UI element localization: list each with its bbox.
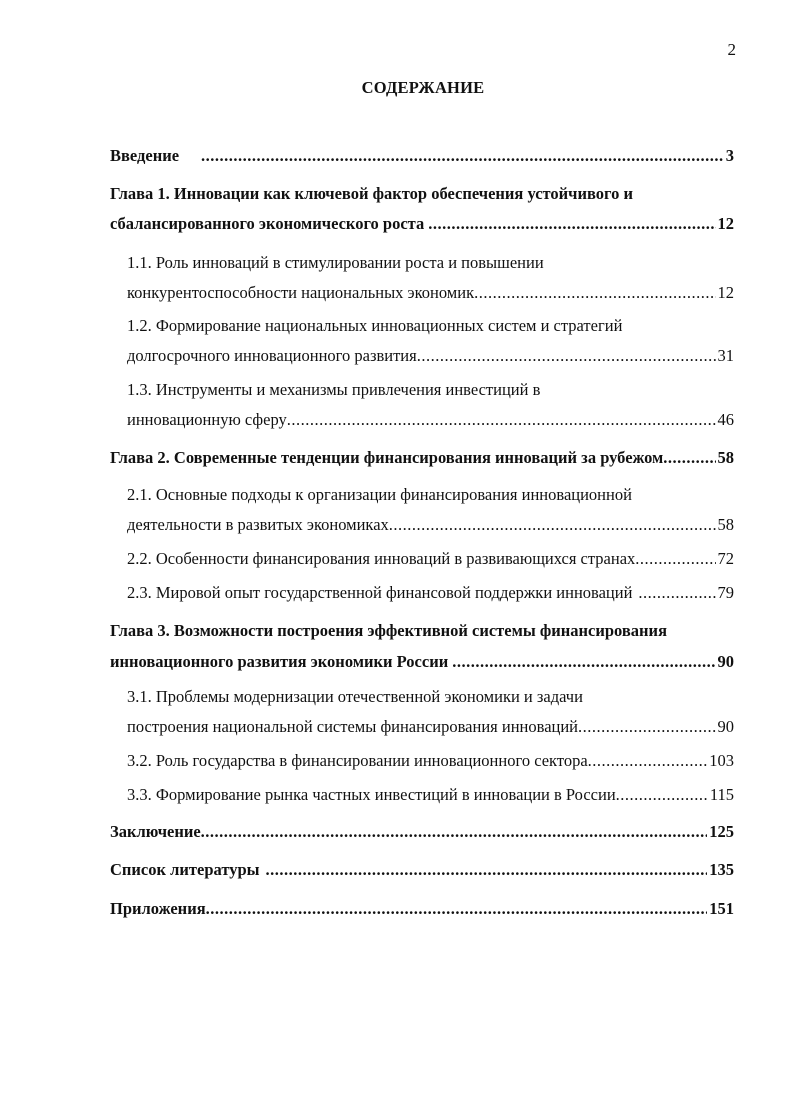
toc-entry-title: сбалансированного экономического роста [110, 214, 425, 233]
dot-leader [663, 447, 715, 469]
toc-entry-section-2-3[interactable] [127, 582, 734, 604]
toc-entry-page: 58 [717, 448, 734, 467]
toc-entry-section-2-1-line1: 2.1. Основные подходы к организации финансирования инновационной [127, 485, 632, 504]
toc-entry-title: 3.2. Роль государства в финансировании инновационного сектора [127, 751, 588, 770]
toc-entry-section-3-1-line1: 3.1. Проблемы модернизации отечественной экономики и задачи [127, 687, 583, 706]
toc-entry-page: 46 [717, 410, 734, 429]
dot-leader [206, 898, 708, 920]
toc-entry-title: конкурентоспособности национальных экономик [127, 283, 475, 302]
toc-entry-references[interactable] [110, 859, 734, 881]
toc-entry-section-1-2[interactable] [127, 345, 734, 367]
toc-entry-chapter-2[interactable] [110, 447, 734, 469]
dot-leader [417, 345, 716, 367]
toc-entry-page: 79 [717, 583, 734, 602]
toc-entry-page: 125 [709, 822, 734, 841]
toc-entry-title: построения национальной системы финансирования инноваций [127, 717, 579, 736]
dot-leader [266, 859, 708, 881]
dot-leader [474, 282, 715, 304]
toc-entry-page: 90 [717, 717, 734, 736]
toc-entry-title: 3.3. Формирование рынка частных инвестиций в инновации в России [127, 785, 616, 804]
toc-entry-title: Приложения [110, 899, 206, 918]
toc-entry-page: 151 [709, 899, 734, 918]
dot-leader [201, 145, 724, 167]
toc-entry-section-1-1[interactable] [127, 282, 734, 304]
toc-entry-page: 72 [717, 549, 734, 568]
toc-entry-page: 58 [717, 515, 734, 534]
toc-entry-title: 2.2. Особенности финансирования инноваций в развивающихся странах [127, 549, 636, 568]
toc-entry-title: Заключение [110, 822, 201, 841]
page-title: СОДЕРЖАНИЕ [361, 78, 485, 97]
toc-entry-conclusion[interactable] [110, 821, 734, 843]
toc-entry-section-3-3[interactable] [127, 784, 734, 806]
toc-entry-page: 3 [725, 146, 734, 165]
dot-leader [616, 784, 708, 806]
dot-leader [578, 716, 715, 738]
toc-entry-page: 103 [709, 751, 734, 770]
toc-entry-chapter-1-line1: Глава 1. Инновации как ключевой фактор обеспечения устойчивого и [110, 184, 634, 203]
toc-entry-title: 2.3. Мировой опыт государственной финансовой поддержки инноваций [127, 583, 633, 602]
toc-entry-introduction[interactable] [110, 145, 734, 167]
dot-leader [635, 548, 715, 570]
toc-entry-title: долгосрочного инновационного развития [127, 346, 417, 365]
toc-entry-page: 12 [717, 214, 734, 233]
toc-entry-section-1-2-line1: 1.2. Формирование национальных инновационных систем и стратегий [127, 316, 623, 335]
toc-entry-title: деятельности в развитых экономиках [127, 515, 389, 534]
toc-entry-page: 31 [717, 346, 734, 365]
toc-entry-title: Введение [110, 146, 180, 165]
toc-entry-section-3-2[interactable] [127, 750, 734, 772]
toc-entry-title: инновационного развития экономики России [110, 652, 449, 671]
toc-entry-section-2-1[interactable] [127, 514, 734, 536]
toc-entry-section-1-3[interactable] [127, 409, 734, 431]
toc-entry-page: 90 [717, 652, 734, 671]
dot-leader [638, 582, 715, 604]
toc-entry-title: Глава 2. Современные тенденции финансирования инноваций за рубежом [110, 448, 664, 467]
toc-entry-title: инновационную сферу [127, 410, 287, 429]
toc-entry-section-1-1-line1: 1.1. Роль инноваций в стимулировании роста и повышении [127, 253, 544, 272]
toc-entry-section-2-2[interactable] [127, 548, 734, 570]
toc-entry-chapter-3-line1: Глава 3. Возможности построения эффективной системы финансирования [110, 621, 667, 640]
toc-entry-section-1-3-line1: 1.3. Инструменты и механизмы привлечения инвестиций в [127, 380, 541, 399]
dot-leader [588, 750, 708, 772]
dot-leader [452, 651, 715, 673]
dot-leader [389, 514, 716, 536]
dot-leader [287, 409, 716, 431]
toc-entry-title: Список литературы [110, 860, 260, 879]
toc-entry-chapter-1[interactable] [110, 213, 734, 235]
toc-entry-page: 115 [709, 785, 734, 804]
dot-leader [428, 213, 715, 235]
dot-leader [201, 821, 708, 843]
toc-entry-page: 12 [717, 283, 734, 302]
page-number: 2 [727, 40, 736, 59]
toc-entry-appendices[interactable] [110, 898, 734, 920]
toc-entry-section-3-1[interactable] [127, 716, 734, 738]
toc-entry-page: 135 [709, 860, 734, 879]
toc-entry-chapter-3[interactable] [110, 651, 734, 673]
